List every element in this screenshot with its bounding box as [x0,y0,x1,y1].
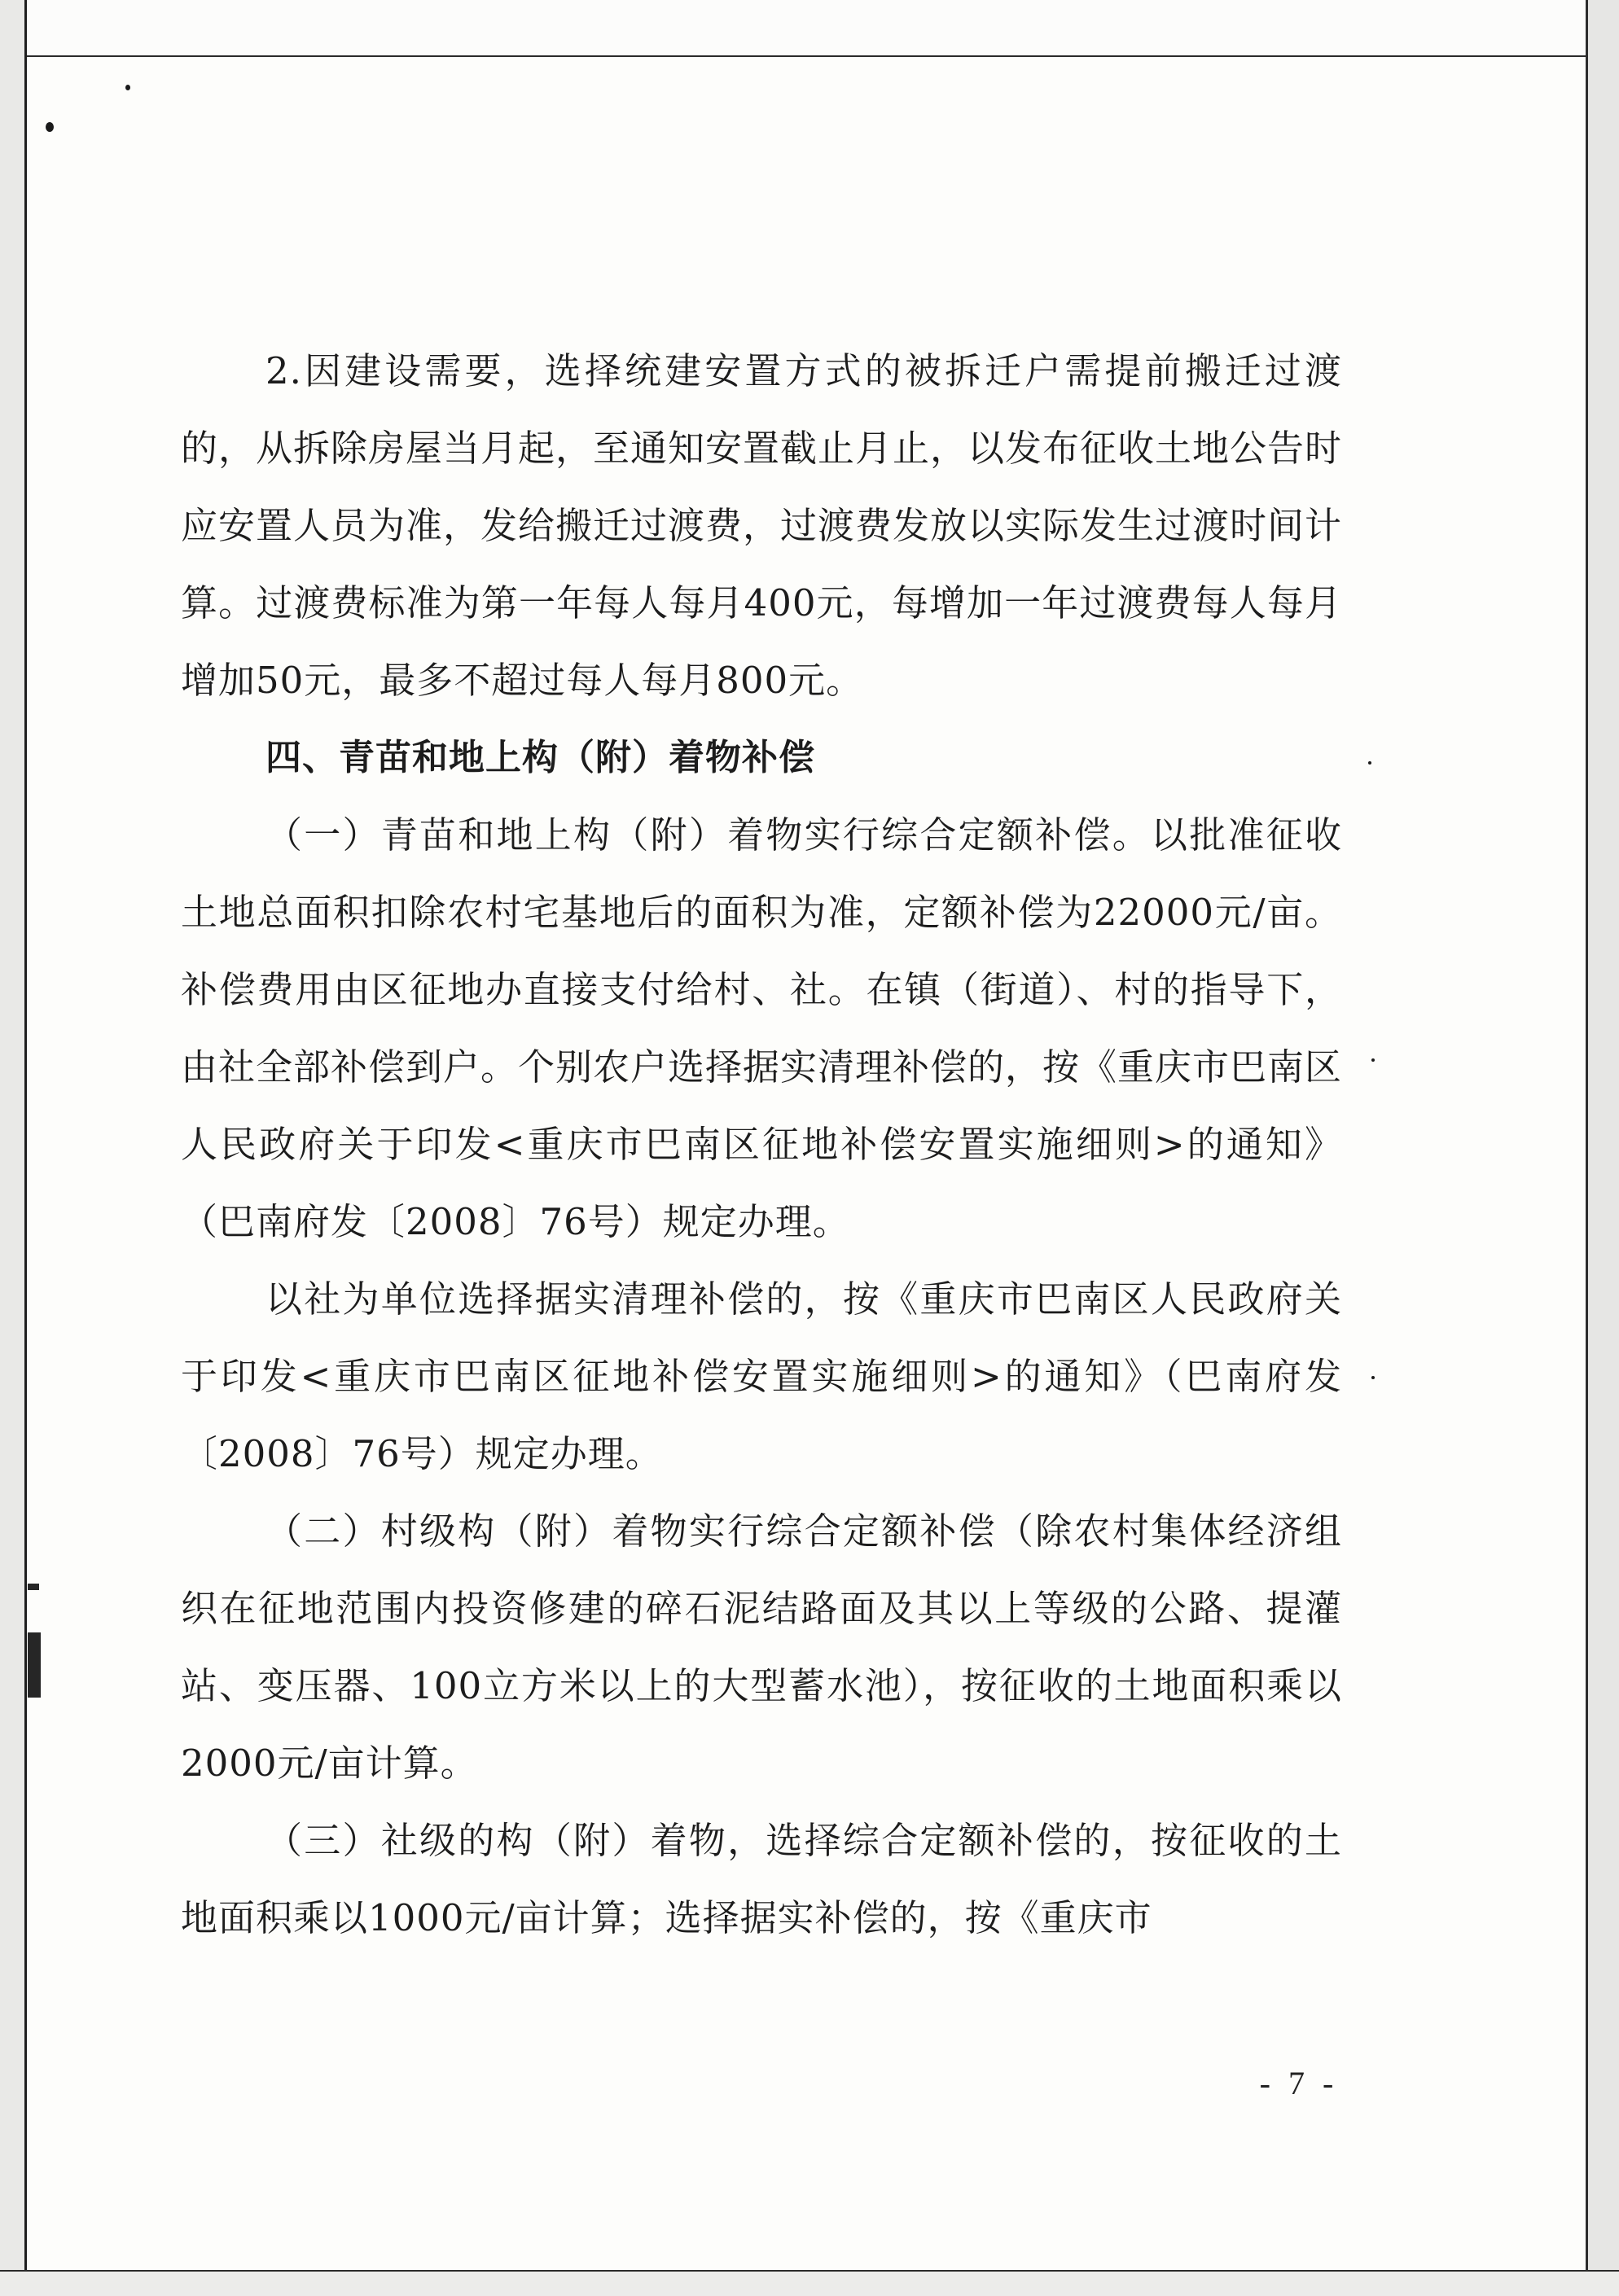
scan-border-top [0,0,1619,57]
scan-speck [1371,1376,1375,1379]
scan-binding-mark [28,1584,39,1590]
document-body [181,332,1342,1956]
scan-speck [125,85,130,90]
scan-binding-mark [28,1632,41,1698]
scan-speck [46,122,54,132]
paragraph-item-2: （二）村级构（附）着物实行综合定额补偿（除农村集体经济组织在征地范围内投资修建的碎石泥结路面及其以上等级的公路、提灌站、变压器、100立方米以上的大型蓄水池），按征收的土地面积乘以2000元/亩计算。 [181,1509,1342,1785]
section-heading-compensation: 四、青苗和地上构（附）着物补偿 [265,737,815,778]
scan-speck [1371,1058,1375,1062]
paragraph-group-compensation: 以社为单位选择据实清理补偿的，按《重庆市巴南区人民政府关于印发<重庆市巴南区征地补偿安置实施细则>的通知》（巴南府发〔2008〕76号）规定办理。 [181,1277,1342,1475]
scan-border-bottom [0,2270,1619,2296]
scan-border-right [1586,0,1619,2296]
scan-border-left [0,0,27,2296]
page-number: - 7 - [1259,2065,1339,2101]
paragraph-item-3: （三）社级的构（附）着物，选择综合定额补偿的，按征收的土地面积乘以1000元/亩计算；选择据实补偿的，按《重庆市 [181,1819,1342,1939]
scan-speck [1368,761,1371,765]
paragraph-item-1: （一）青苗和地上构（附）着物实行综合定额补偿。以批准征收土地总面积扣除农村宅基地后的面积为准，定额补偿为22000元/亩。补偿费用由区征地办直接支付给村、社。在镇（街道）、村的指导下，由社全部补偿到户。个别农户选择据实清理补偿的，按《重庆市巴南区人民政府关于印发<重庆市巴南区征地补偿安置实施细则>的通知》（巴南府发〔2008〕76号）规定办理。 [181,813,1343,1243]
paragraph-relocation-fee: 2.因建设需要，选择统建安置方式的被拆迁户需提前搬迁过渡的，从拆除房屋当月起，至通知安置截止月止，以发布征收土地公告时应安置人员为准，发给搬迁过渡费，过渡费发放以实际发生过渡时间计算。过渡费标准为第一年每人每月400元，每增加一年过渡费每人每月增加50元，最多不超过每人每月800元。 [181,349,1343,702]
